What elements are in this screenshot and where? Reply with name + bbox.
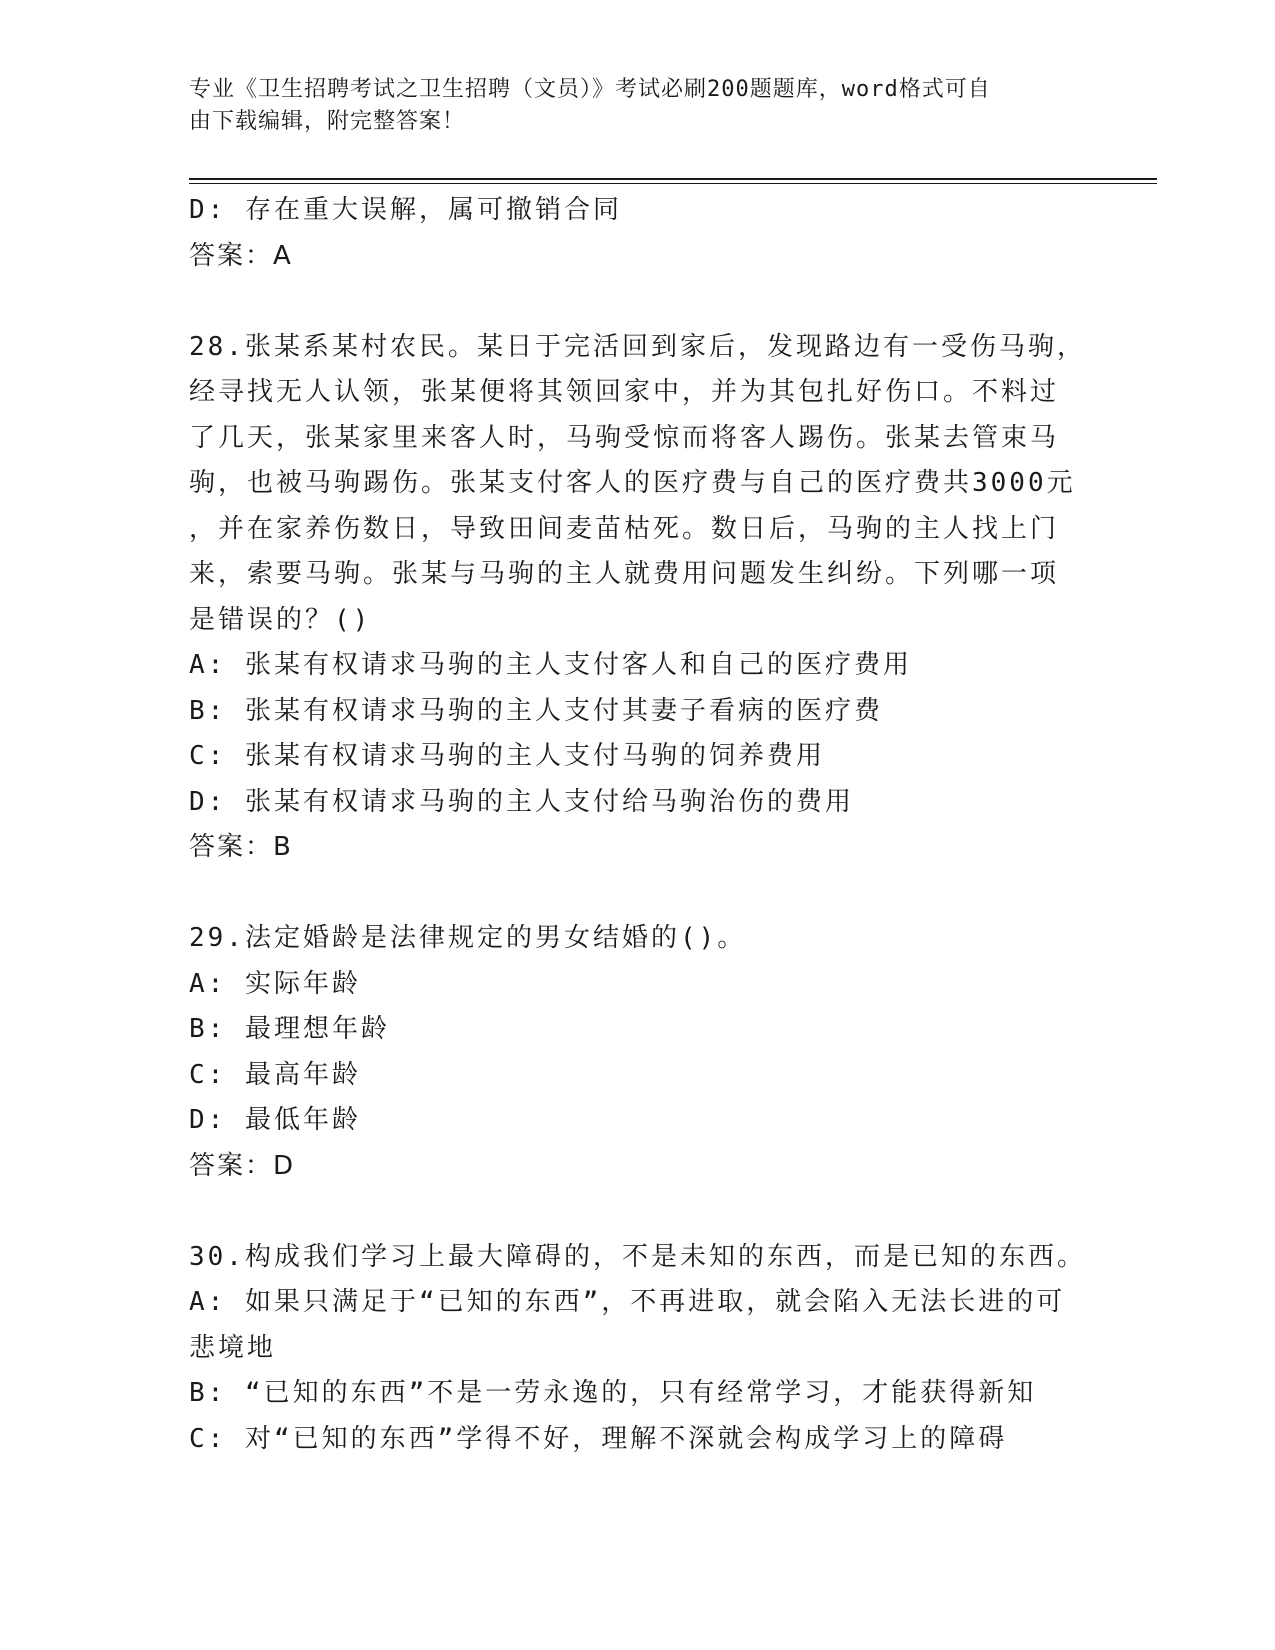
- document-header: [189, 74, 1069, 138]
- option-d: D: 存在重大误解，属可撤销合同: [189, 195, 622, 225]
- question-28: [189, 325, 1094, 871]
- option-a: A: 张某有权请求马驹的主人支付客人和自己的医疗费用: [189, 650, 912, 680]
- stem-line: 28.张某系某村农民。某日于完活回到家后，发现路边有一受伤马驹，: [189, 331, 1086, 362]
- question-29: [189, 916, 1094, 1189]
- spacer: [189, 279, 1094, 325]
- question-stem: 30.构成我们学习上最大障碍的，不是未知的东西，而是已知的东西。: [189, 1241, 1086, 1272]
- spacer: [189, 871, 1094, 917]
- option-b: B: 张某有权请求马驹的主人支付其妻子看病的医疗费: [189, 695, 883, 726]
- stem-line: ，并在家养伤数日，导致田间麦苗枯死。数日后，马驹的主人找上门: [189, 513, 1060, 544]
- option-a: A: 如果只满足于“已知的东西”，不再进取，就会陷入无法长进的可: [189, 1287, 1066, 1317]
- option-b: B: 最理想年龄: [189, 1014, 390, 1044]
- header-line-1: 专业《卫生招聘考试之卫生招聘（文员）》考试必刷200题题库，word格式可自: [189, 77, 991, 102]
- question-stem: [189, 325, 1094, 644]
- header-line-2: 由下载编辑，附完整答案！: [189, 109, 466, 134]
- stem-line: 驹，也被马驹踢伤。张某支付客人的医疗费与自己的医疗费共3000元: [189, 468, 1076, 498]
- header-divider-thin: [189, 183, 1157, 184]
- option-a-continued: 悲境地: [189, 1332, 277, 1363]
- option-d: D: 最低年龄: [189, 1105, 361, 1135]
- answer-label: 答案：D: [189, 1150, 296, 1181]
- question-27-tail: [189, 188, 1094, 279]
- answer-label: 答案：B: [189, 832, 293, 862]
- option-c: C: 最高年龄: [189, 1059, 361, 1090]
- document-body: [189, 188, 1094, 1462]
- option-c: C: 张某有权请求马驹的主人支付马驹的饲养费用: [189, 741, 825, 771]
- option-b: B: “已知的东西”不是一劳永逸的，只有经常学习，才能获得新知: [189, 1378, 1037, 1408]
- spacer: [189, 1189, 1094, 1235]
- stem-line: 了几天，张某家里来客人时，马驹受惊而将客人踢伤。张某去管束马: [189, 422, 1060, 453]
- header-divider-thick: [189, 178, 1157, 180]
- option-d: D: 张某有权请求马驹的主人支付给马驹治伤的费用: [189, 786, 854, 817]
- stem-line: 来，索要马驹。张某与马驹的主人就费用问题发生纠纷。下列哪一项: [189, 559, 1060, 589]
- question-stem: 29.法定婚龄是法律规定的男女结婚的()。: [189, 923, 747, 953]
- option-c: C: 对“已知的东西”学得不好，理解不深就会构成学习上的障碍: [189, 1423, 1008, 1454]
- stem-line: 是错误的？(): [189, 604, 372, 635]
- option-a: A: 实际年龄: [189, 968, 361, 999]
- question-30: [189, 1235, 1094, 1463]
- stem-line: 经寻找无人认领，张某便将其领回家中，并为其包扎好伤口。不料过: [189, 377, 1060, 407]
- answer-label: 答案：A: [189, 240, 293, 271]
